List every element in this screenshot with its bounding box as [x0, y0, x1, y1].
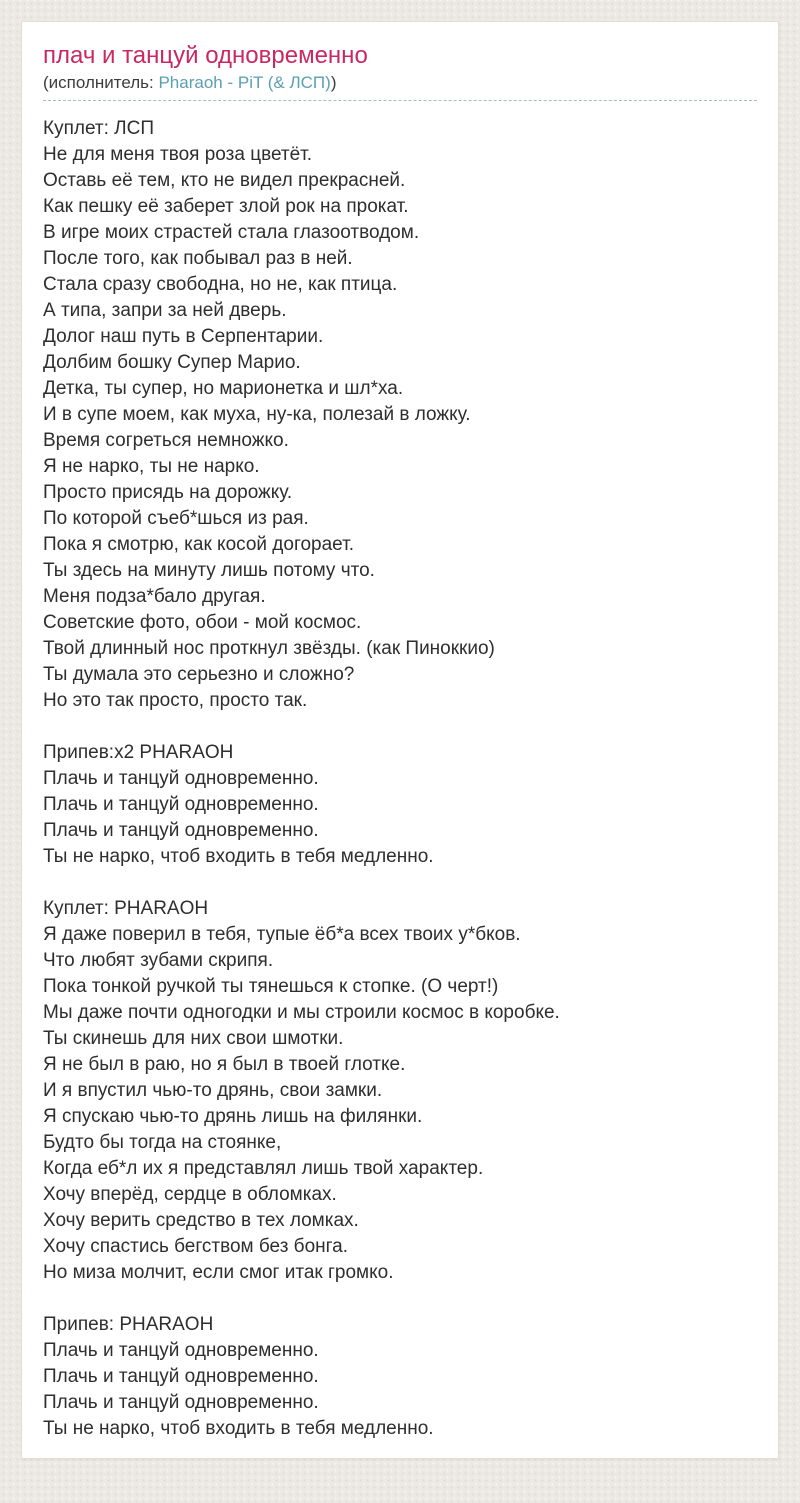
lyrics-line: Хочу спастись бегством без бонга. [43, 1236, 348, 1257]
lyrics-line: В игре моих страстей стала глазоотводом. [43, 222, 420, 243]
lyrics-line: Я не нарко, ты не нарко. [43, 456, 260, 477]
lyrics-line: Я даже поверил в тебя, тупые ёб*а всех твоих у*бков. [43, 924, 521, 945]
lyrics-line: Пока я смотрю, как косой догорает. [43, 534, 354, 555]
lyrics-line: Плачь и танцуй одновременно. [43, 768, 319, 789]
lyrics-line: Мы даже почти одногодки и мы строили космос в коробке. [43, 1002, 560, 1023]
lyrics-line: Когда еб*л их я представлял лишь твой характер. [43, 1158, 484, 1179]
lyrics-line: Припев: PHARAOH [43, 1314, 214, 1335]
lyrics-line: Ты думала это серьезно и сложно? [43, 664, 355, 685]
lyrics-line: Что любят зубами скрипя. [43, 950, 274, 971]
lyrics-line: Плачь и танцуй одновременно. [43, 794, 319, 815]
lyrics-line: Просто присядь на дорожку. [43, 482, 293, 503]
lyrics-line: И в супе моем, как муха, ну-ка, полезай в ложку. [43, 404, 471, 425]
lyrics-line: Плачь и танцуй одновременно. [43, 1366, 319, 1387]
lyrics-text [43, 116, 757, 1442]
lyrics-line: Будто бы тогда на стоянке, [43, 1132, 282, 1153]
lyrics-line: Время согреться немножко. [43, 430, 289, 451]
lyrics-line: Оставь её тем, кто не видел прекрасней. [43, 170, 406, 191]
lyrics-line: Как пешку её заберет злой рок на прокат. [43, 196, 409, 217]
lyrics-line: Не для меня твоя роза цветёт. [43, 144, 313, 165]
lyrics-line: Стала сразу свободна, но не, как птица. [43, 274, 398, 295]
lyrics-line: Но это так просто, просто так. [43, 690, 308, 711]
lyrics-line: По которой съеб*шься из рая. [43, 508, 309, 529]
lyrics-card [21, 21, 779, 1459]
lyrics-line: Я не был в раю, но я был в твоей глотке. [43, 1054, 406, 1075]
lyrics-line: Плачь и танцуй одновременно. [43, 820, 319, 841]
lyrics-line: После того, как побывал раз в ней. [43, 248, 353, 269]
lyrics-line: Припев:x2 PHARAOH [43, 742, 234, 763]
artist-line [43, 72, 757, 101]
lyrics-line: Ты скинешь для них свои шмотки. [43, 1028, 344, 1049]
lyrics-line: Хочу вперёд, сердце в обломках. [43, 1184, 337, 1205]
artist-suffix: ) [330, 73, 337, 92]
lyrics-line: Пока тонкой ручкой ты тянешься к стопке. (О черт!) [43, 976, 499, 997]
lyrics-line: Советские фото, обои - мой космос. [43, 612, 362, 633]
lyrics-line: Детка, ты супер, но марионетка и шл*ха. [43, 378, 404, 399]
page-background [0, 21, 800, 1503]
lyrics-line: Плачь и танцуй одновременно. [43, 1392, 319, 1413]
lyrics-line: Долбим бошку Супер Марио. [43, 352, 301, 373]
lyrics-line: А типа, запри за ней дверь. [43, 300, 287, 321]
lyrics-line: Ты здесь на минуту лишь потому что. [43, 560, 375, 581]
lyrics-line: Твой длинный нос проткнул звёзды. (как Пиноккио) [43, 638, 495, 659]
artist-link[interactable]: Pharaoh - PiT (& ЛСП) [158, 73, 331, 92]
lyrics-line: Хочу верить средство в тех ломках. [43, 1210, 359, 1231]
lyrics-line: Но миза молчит, если смог итак громко. [43, 1262, 394, 1283]
lyrics-line: Ты не нарко, чтоб входить в тебя медленно. [43, 846, 434, 867]
lyrics-line: Я спускаю чью-то дрянь лишь на филянки. [43, 1106, 423, 1127]
lyrics-line: Долог наш путь в Серпентарии. [43, 326, 324, 347]
lyrics-line [43, 870, 757, 896]
lyrics-line: Куплет: ЛСП [43, 118, 154, 139]
lyrics-line: Меня подза*бало другая. [43, 586, 266, 607]
lyrics-line: Плачь и танцуй одновременно. [43, 1340, 319, 1361]
lyrics-line: И я впустил чью-то дрянь, свои замки. [43, 1080, 383, 1101]
lyrics-line: Ты не нарко, чтоб входить в тебя медленно. [43, 1418, 434, 1439]
lyrics-line: Куплет: PHARAOH [43, 898, 209, 919]
lyrics-line [43, 714, 757, 740]
page-title: плач и танцуй одновременно [43, 42, 368, 69]
artist-label: (исполнитель: [43, 73, 159, 92]
lyrics-line [43, 1286, 757, 1312]
